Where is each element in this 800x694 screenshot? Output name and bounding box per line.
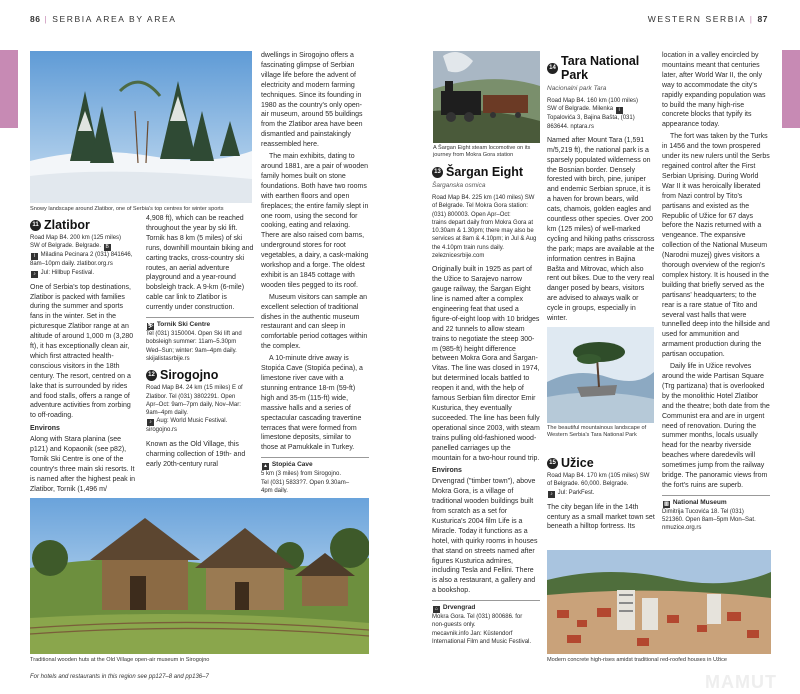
info-icon: i [31,253,38,260]
zlatibor-info: Road Map B4. 200 km (125 miles) SW of Belgrade. Belgrade. B i Miladina Pecinara 2 (031) 841646, 8am–10pm daily. zlatibor.org.rs ♪ Jul: Hillbup Festival. [30,234,138,278]
drvengrad-info-box: ⌂ Drvengrad Mokra Gora. Tel (031) 800686. for non-guests only. mecavnik.info Jan: Küstendorf International Film and Music Festival. [432,600,540,646]
uzice-city-photo [547,550,771,654]
left-page-number: 86 [30,14,41,24]
drvengrad-title: Drvengrad [442,604,476,612]
drvengrad-website-link[interactable]: mecavnik.info Jan: Küstendorf [432,630,513,637]
national-museum-website-link[interactable]: nmuzice.org.rs [662,525,702,532]
uzice-heading [547,456,655,470]
snowy-landscape-photo [30,51,252,203]
uzice-history-paragraph-3: Daily life in Užice revolves around the wide Partisan Square (Trg partizana) that is overlooked by the monolithic Hotel Zlatibor and the theatre; both date from the Communist era and are in urgent need of renovation. During the summer months, locals usually head for the nearby riverside beaches where daredevils will sometimes jump from the railway bridge. The panoramic views from the fort's ruins are superb. [662,363,770,489]
drvengrad-paragraph: Drvengrad ("timber town"), above Mokra Gora, is a village of traditional wooden buildings built from scratch as a set for Kusturica's 2004 film Life is a Miracle. Today it functions as a hotel, with quirky rooms in houses that stand on streets named after figures Kusturica admires, including Tesla and Fellini. There is also a restaurant, a gallery and a bookshop. [432,478,538,595]
sargan-eight-paragraph: Originally built in 1925 as part of the Užice to Sarajevo narrow gauge railway, the Šargan Eight line is named after a complex engineering feat that used a figure-of-eight loop with 10 bridges and 22 tunnels to allow steam trains to negotiate the steep 300-m (985-ft) height difference between Mokra Gora and Šargan-Vitas. The line was closed in 1974, but determined locals battled to reopen it and, with the help of famous Serbian film director Emir Kusturica, they eventually succeeded. The line has been fully operational since 2003, with steam trains pulling old-fashioned wood-panelled carriages up the mountain for a two-hour round trip. [432,266,540,462]
tara-info: Road Map B4. 160 km (100 miles) SW of Belgrade. Milenka i Topalovića 3, Bajina Bašta, (031) 863644. nptara.rs [547,97,655,131]
entry-number-badge: 14 [547,63,558,74]
left-section-title: SERBIA AREA BY AREA [52,14,177,24]
old-village-column [261,51,369,493]
entry-number-badge: 12 [146,370,157,381]
entry-number-badge: 13 [432,167,443,178]
sirogojno-column [146,214,254,494]
right-edge-tab [782,50,800,128]
national-museum-info-box: ▥ National Museum Dimitrija Tucovića 18. Tel (031) 521360. Open 8am–5pm Mon–Sat. nmuzice.org.rs [662,495,770,533]
sirogojno-info: Road Map B4. 24 km (15 miles) E of Zlatibor. Tel (031) 3802291. Open Apr–Oct: 9am–7pm daily, Nov–Mar: 9am–4pm daily. ♪ Aug: World Music Festival. sirogojno.rs [146,384,254,434]
right-page-header: WESTERN SERBIA | 87 [647,14,768,24]
entry-number-badge: 15 [547,458,558,469]
zlatibor-environs-paragraph: Along with Stara planina (see p121) and Kopaonik (see p82), Tornik Ski Centre is one of the country's three main ski resorts. It is named after the highest peak in Zlatibor, Tornik (1,496 m/ [30,436,136,493]
tornik-info-box: ⛷ Tornik Ski Centre Tel (031) 3150004. Open Ski lift and bobsleigh summer: 11am–5.30pm Wed–Sun; winter: 9am–4pm daily. skijalistasrbije.rs [146,317,254,363]
zlatibor-website-link[interactable]: 8am–10pm daily. zlatibor.org.rs [30,261,113,268]
sargan-eight-local-name: Šarganska osmica [432,182,486,189]
ski-icon: ⛷ [147,323,154,330]
sargan-environs-heading: Environs [432,467,462,475]
uzice-history-paragraph-1: location in a valley encircled by mountains meant that centuries later, after World War II, the only way to accommodate the city's rapidly expanding population was to build the many high-rise concrete blocks that typify its appearance today. [662,52,766,129]
sargan-eight-title: Šargan Eight [446,165,524,179]
sargan-eight-column [432,161,540,671]
left-edge-tab [0,50,18,128]
wooden-huts-photo [30,498,369,654]
snowy-landscape-caption: Snowy landscape around Zlatibor, one of Serbia's top centres for winter sports [30,206,224,212]
uzice-paragraph: The city began life in the 14th century as a small market town set beneath a hilltop fortress. Its [547,503,655,531]
old-village-paragraph-2: The main exhibits, dating to around 1881, are a pair of wooden family homes built on stone foundations. Both have two rooms with earthen floors and open fireplaces; the entire family slept in one room, using the second for cooking, eating and relaxing. There are also raised corn barns, underground stores for root vegetables, a dairy, a cask-making workshop and a forge. The oldest exhibit is an 1845 cottage with wooden tiles pegged to its roof. [261,153,369,289]
entry-number-badge: 11 [30,220,41,231]
right-page-number: 87 [757,14,768,24]
stopica-cave-title: Stopića Cave [271,461,313,469]
zlatibor-paragraph: One of Serbia's top destinations, Zlatibor is packed with families during the summer and sports fans in the winter. Set in the picturesque Zlatibor range at an altitude of around 1,000 m (3,280 ft), it has exceptionally clean air, which first attracted health-conscious visitors in the 18th century. The resort, centred on a lake that is surrounded by rides and food stalls, offers a range of adventure activities from zorbing to off-roading. [30,283,134,420]
festival-icon: ♪ [548,491,555,498]
national-museum-title: National Museum [672,498,727,506]
sirogojno-paragraph: Known as the Old Village, this charming collection of 19th- and early 20th-century rural [146,440,246,468]
tara-title: Tara National Park [561,54,640,82]
sirogojno-website-link[interactable]: sirogojno.rs [146,427,178,434]
info-icon: i [616,107,623,114]
uzice-history-paragraph-2: The fort was taken by the Turks in 1456 and the town prospered under its new rulers until the Serbs regained control after the First Serbian Uprising. During World War II it was heroically liberated from Nazi control by Tito's partisans and existed as the Republic of Užice for 67 days before the Nazis returned with a vengeance. The expansive collection of the National Museum (Narodni muzej) gives visitors a thorough overview of the region's complex history. It is housed in the building that briefly served as the partisans' headquarters; to the rear is a rare statue of Tito and several vast halls that were tunnelled deep into the hillside and used for ammunition and armament production during the partisan occupation. [662,133,770,359]
tara-heading [547,54,655,82]
page-footer-note: For hotels and restaurants in this region see pp127–8 and pp136–7 [30,674,209,680]
cave-icon: ▲ [263,463,268,470]
zlatibor-heading [30,218,138,232]
tornik-website-link[interactable]: skijalistasrbije.rs [146,355,190,362]
sirogojno-heading [146,368,254,382]
uzice-title: Užice [561,456,594,470]
hotel-icon: ⌂ [434,606,439,613]
old-village-paragraph-1: dwellings in Sirogojno offers a fascinating glimpse of Serbian village life before the advent of electricity and modern farming techniques. Since its founding in 1980 as the country's only open-air museum, around 55 buildings from the Zlatibor area have been dismantled and painstakingly reassembled here. [261,52,363,149]
right-section-title: WESTERN SERBIA [647,14,746,24]
uzice-history-column [662,51,770,543]
sargan-eight-heading [432,165,540,179]
tara-website-link[interactable]: 863644. nptara.rs [547,123,595,130]
festival-icon: ♪ [31,271,38,278]
uzice-city-caption: Modern concrete high-rises amidst traditional red-roofed houses in Užice [547,657,728,663]
sargan-eight-website-link[interactable]: zeleznicesrbije.com [432,252,485,259]
stopica-cave-paragraph: A 10-minute drive away is Stopića Cave (Stopića pećina), a limestone river cave with a stunning entrance 18-m (59-ft) high and 35-m (115-ft) wide, massive halls and a series of spectacular cascading travertine terraces that were formed from limestone deposits, similar to those at Pamukkale in Turkey. [261,355,363,452]
zlatibor-environs-heading: Environs [30,425,60,433]
sirogojno-title: Sirogojno [160,368,219,383]
zlatibor-title: Zlatibor [44,218,90,232]
tornik-title: Tornik Ski Centre [156,321,211,329]
left-page-header: 86 | SERBIA AREA BY AREA [30,14,177,24]
festival-icon: ♪ [147,419,154,426]
bus-icon: B [105,244,109,251]
old-village-paragraph-3: Museum visitors can sample an excellent selection of traditional dishes in the authentic museum restaurant and can sleep in comfortable period cottages within the complex. [261,293,368,351]
sargan-eight-info: Road Map B4. 225 km (140 miles) SW of Belgrade. Tel Mokra Gora station: (031) 800003. Open Apr–Oct: trains depart daily from Mokra Gora at 10.30am & 1.30pm; there may also be services at 8am & 4.10pm; in Jul & Aug the 4.10pm train runs daily. zeleznicesrbije.com [432,194,540,260]
steam-locomotive-photo [433,51,540,143]
zlatibor-column [30,214,138,494]
steam-locomotive-caption: A Šargan Eight steam locomotive on its journey from Mokra Gora station [433,145,531,158]
uzice-info: Road Map B4. 170 km (105 miles) SW of Belgrade. 60,000. Belgrade. ♪ Jul: ParkFest. [547,473,650,497]
wooden-huts-caption: Traditional wooden huts at the Old Village open-air museum in Sirogojno [30,657,210,663]
stopica-cave-info-box: ▲ Stopića Cave 5 km (3 miles) from Sirogojno. Tel (031) 5833?7. Open 9.30am– 4pm daily. [261,457,369,493]
tornik-paragraph: 4,908 ft), which can be reached throughout the year by ski lift. Tornik has 8 km (5 miles) of ski runs, downhill mountain biking and carting tracks, cross-country ski routes, an aerial adventure playground and a year-round bobsleigh track. A 9-km (6-mile) cable car link to Zlatibor is currently under construction. [146,215,254,312]
museum-icon: ▥ [664,500,669,507]
tara-local-name: Nacionalni park Tara [547,85,607,92]
uzice-column [547,452,655,547]
tara-landscape-caption: The beautiful mountainous landscape of Western Serbia's Tara National Park [547,425,647,438]
tara-paragraph: Named after Mount Tara (1,591 m/5,219 ft), the national park is a sparsely populated wilderness on the Bosnian border. Densely forested with birch, pine, juniper and endemic Serbian spruce, it is a haven for brown bears, wild cats, chamois, golden eagles and countless other species. Over 200 km (125 miles) of well-marked cycling and hiking paths crisscross the park; maps are available at the information centres in Bajina Bašta and Mitrovac, which also rent out bikes. Due to the very real danger posed by bears, visitors are advised to always walk or cycle in groups, especially in winter. [547,136,655,323]
tara-landscape-photo [547,327,654,423]
watermark-logo: MAMUT [705,672,777,692]
